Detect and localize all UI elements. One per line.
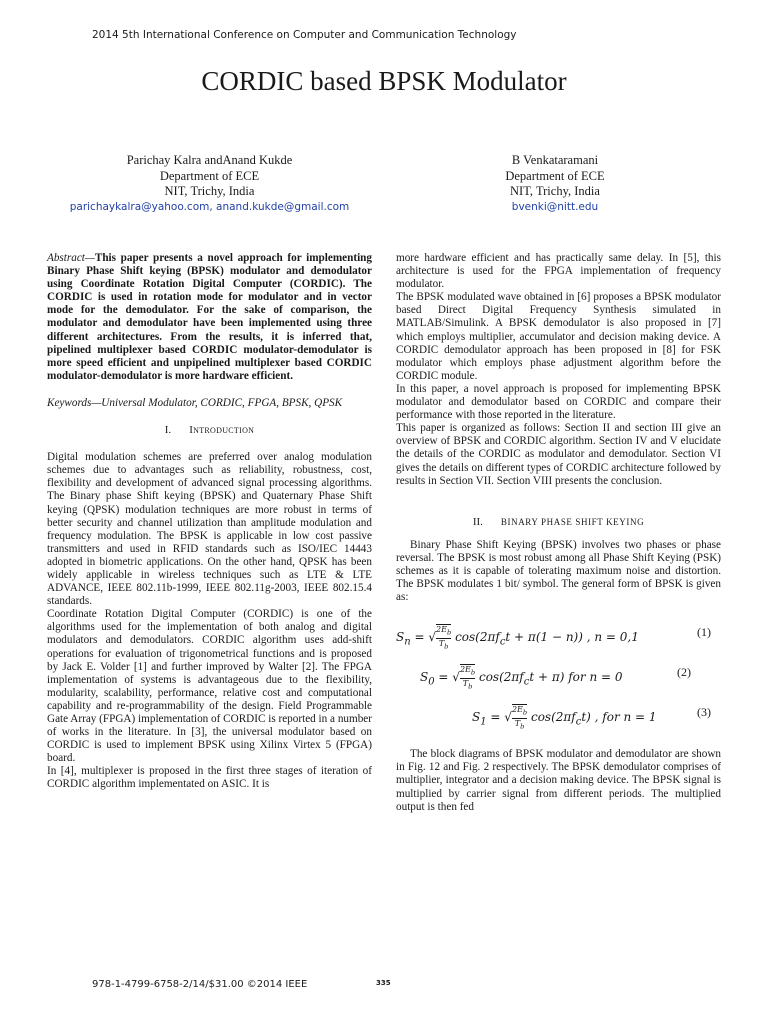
author-block-2	[400, 153, 710, 215]
section-heading-introduction	[47, 424, 372, 437]
equation-body: $S_1$ = √ $\frac{2E_b}{T_b}$ $\cos(2\pi f_ct)$ , for n = 1	[472, 705, 657, 731]
body-paragraph: In this paper, a novel approach is proposed for implementing BPSK modulator and demodulator based on CORDIC and compare their performance with those reported in the literature.	[396, 382, 721, 422]
body-paragraph: Coordinate Rotation Digital Computer (CORDIC) is one of the algorithms used for the implementation of both analog and digital modulators and demodulators. CORDIC algorithm uses add-shift operations for evaluation of trigonometrical functions and is proposed by Jack E. Volder [1] and further improved by Walter [2]. The FPGA implementation of systems is advantageous due to the flexibility, modularity, scalability, performance, relative cost and computational capability and re-programmability of the design. Field Programmable Gate Array (FPGA) implementation of CORDIC is reported in a number of works in the literature. In [3], the universal modulator based on CORDIC is used to implement BPSK using Xilinx Virtex 5 (FPGA) board.	[47, 608, 372, 765]
conference-header: 2014 5th International Conference on Computer and Communication Technology	[92, 29, 517, 41]
left-column	[47, 252, 372, 792]
author-email-link[interactable]: parichaykalra@yahoo.com, anand.kukde@gmail.com	[69, 200, 350, 213]
body-paragraph: This paper is organized as follows: Section II and section III give an overview of BPSK and CORDIC algorithm. Section IV and V elucidate the details of the CORDIC as modulator and demodulator. Section VI gives the details on different types of CORDIC architecture followed by results in Section VII. Section VIII presents the conclusion.	[396, 422, 721, 487]
equation-body: $S_0$ = √ $\frac{2E_b}{T_b}$ $\cos(2\pi f_ct + \pi)$ for n = 0	[420, 665, 623, 691]
section-number: II.	[472, 515, 483, 528]
author-names: Parichay Kalra andAnand Kukde	[126, 153, 293, 167]
abstract	[47, 252, 372, 383]
section-title: Introduction	[189, 424, 255, 437]
body-paragraph: The BPSK modulated wave obtained in [6] proposes a BPSK modulator based Direct Digital Frequency Synthesis simulated in MATLAB/Simulink. A BPSK demodulator is also proposed in [7] which employs multiplier, accumulator and decision making device. A CORDIC demodulator approach has been proposed in [8] for FSK modulator which employs phase adjustment algorithm before the CORDIC module.	[396, 291, 721, 382]
section-heading-bpsk	[396, 516, 721, 529]
author-block-1	[47, 153, 372, 215]
footer-isbn: 978-1-4799-6758-2/14/$31.00 ©2014 IEEE	[92, 979, 308, 990]
body-paragraph: In [4], multiplexer is proposed in the first three stages of iteration of CORDIC algorithm implementated on ASIC. It is	[47, 765, 372, 791]
author-department: Department of ECE	[505, 168, 605, 183]
author-affiliation: NIT, Trichy, India	[164, 184, 255, 198]
body-paragraph: more hardware efficient and has practically same delay. In [5], this architecture is used for the FPGA implementation of frequency modulator.	[396, 252, 721, 291]
page-number: 335	[376, 979, 391, 987]
equation-body: $S_n$ = √ $\frac{2E_b}{T_b}$ $\cos(2\pi f_ct + \pi(1 - n))$ , n = 0,1	[396, 625, 639, 651]
body-paragraph: Digital modulation schemes are preferred over analog modulation schemes due to advantages such as reliability, robustness, cost, flexibility and development of advanced signal processing algorithms. The Binary phase Shift keying (BPSK) and Quaternary Phase Shift keying (QPSK) modulation techniques are more robust in terms of better security and channel utilization than amplitude modulation and frequency modulation. The BPSK is applicable in low cost passive transmitters and used in RFID standards such as ISO/IEC 14443 adopted in biometric applications. On the other hand, QPSK has been widely applicable in wireless techniques such as LTE & LTE ADVANCE, IEEE 802.11b-1999, IEEE 802.11g-2003, IEEE 802.15.4 standards.	[47, 451, 372, 608]
equation-number: (3)	[697, 705, 711, 720]
right-column	[396, 252, 721, 814]
equation-1	[396, 614, 721, 654]
keywords: Keywords—Universal Modulator, CORDIC, FPGA, BPSK, QPSK	[47, 396, 343, 409]
abstract-text: This paper presents a novel approach for implementing Binary Phase Shift keying (BPSK) modulator and demodulator using Coordinate Rotation Digital Computer (CORDIC). The CORDIC is used in rotation mode for modulator and in vector mode for the demodulator. For the sake of comparison, the modulator and demodulator have been implemented using three different architectures. From the results, it is inferred that, pipelined multiplexer based CORDIC modulator-demodulator is more speed efficient and unpipelined multiplexer based CORDIC modulator-demodulator is more hardware efficient.	[47, 252, 372, 382]
author-department: Department of ECE	[159, 168, 260, 183]
section-title: BINARY PHASE SHIFT KEYING	[500, 516, 645, 527]
equation-2	[396, 654, 721, 694]
section-number: I.	[164, 424, 172, 437]
equation-number: (1)	[697, 625, 711, 640]
body-paragraph: Binary Phase Shift Keying (BPSK) involves two phases or phase reversal. The BPSK is most robust among all Phase Shift Keying (PSK) schemes as it is capable of tolerating maximum noise and distortion. The BPSK modulates 1 bit/ symbol. The general form of BPSK is given as:	[396, 538, 721, 604]
paper-title: CORDIC based BPSK Modulator	[201, 66, 567, 96]
body-paragraph: The block diagrams of BPSK modulator and demodulator are shown in Fig. 12 and Fig. 2 respectively. The BPSK demodulator comprises of multiplier, integrator and a decision making device. The BPSK signal is multiplied by carrier signal from different periods. The multiplied output is then fed	[396, 748, 721, 813]
abstract-lead: Abstract—	[47, 252, 95, 264]
equation-3	[396, 694, 721, 734]
equation-number: (2)	[677, 665, 691, 680]
author-names: B Venkataramani	[511, 153, 599, 167]
author-email-link[interactable]: bvenki@nitt.edu	[511, 200, 599, 213]
author-affiliation: NIT, Trichy, India	[510, 184, 600, 198]
